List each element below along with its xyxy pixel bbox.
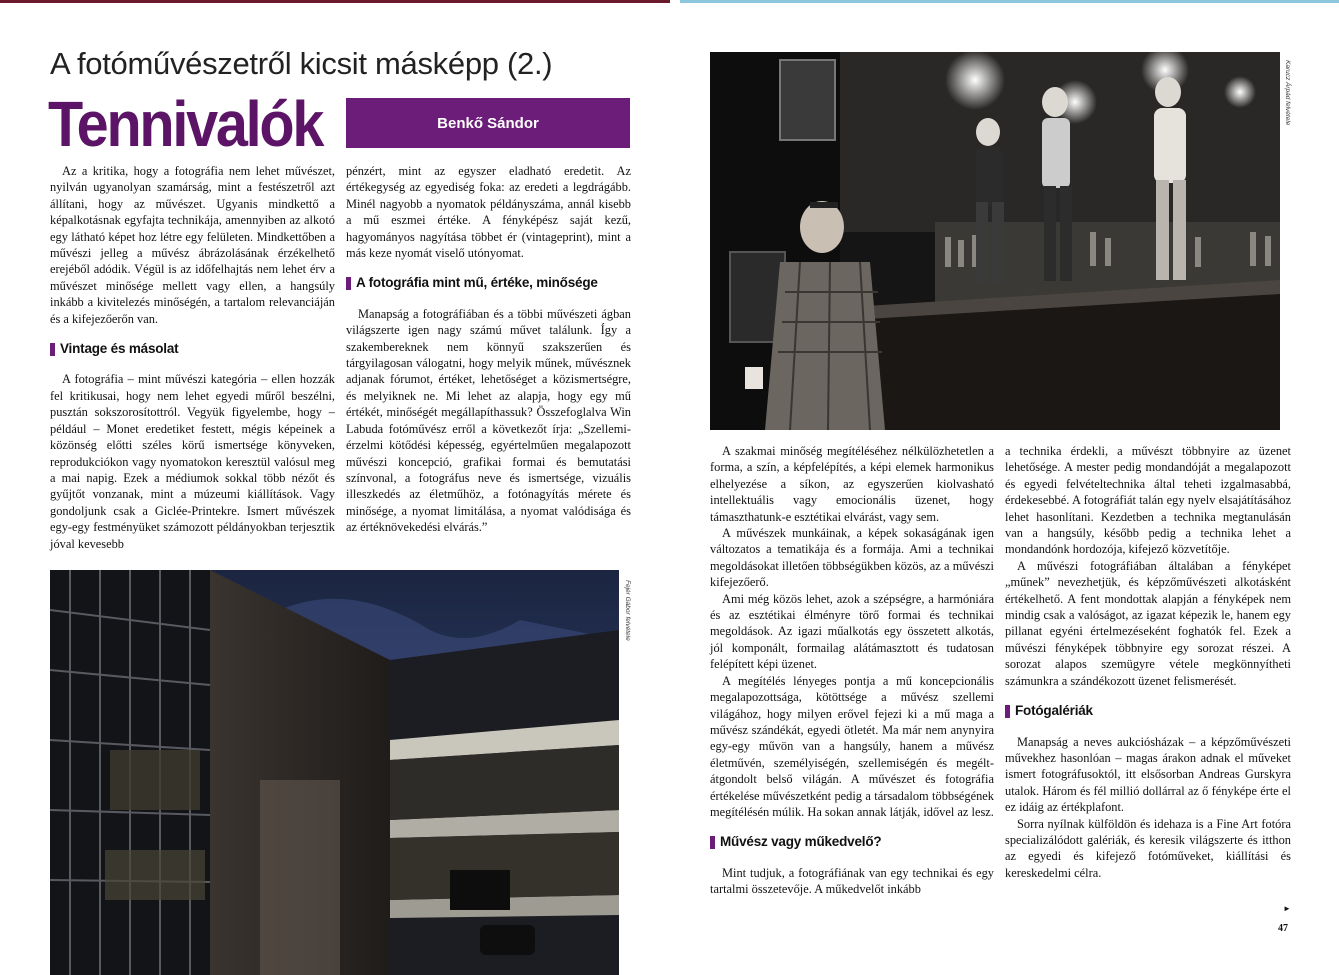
paragraph: A szakmai minőség megítéléséhez nélkülözhetetlen a forma, a szín, a képfelépítés, a képi elemek harmonikus elhelyezése a síkon, az egyszerűen kiolvasható intellektuális vagy emocionális üzenet, hogy támaszthatunk-e esztétikai elvárást, vagy sem. (710, 444, 994, 524)
photo-credit-right: Karucz Árpád felvétele (1284, 60, 1291, 126)
section-heading-vintage (50, 341, 335, 357)
paragraph: a technika érdekli, a művészt többnyire az üzenet lehetősége. A mester pedig mondandóját a megalapozott és egyedi felvételtechnika által teheti izgalmasabbá, érdekesebbé. A fotográfiát talán egy nyelv elsajátításához lehet hasonlítani. Kezdetben a technika megtanulásán van a hangsúly, később pedig a technika lehet a mondandónk hordozója, kifejező közvetítője. (1005, 444, 1291, 557)
right-column-2 (1005, 443, 1291, 881)
heading-marker (1005, 705, 1010, 718)
left-page (0, 0, 668, 975)
author-bar (346, 98, 630, 148)
paragraph: A művészi fotográfiában általában a fényképet „műnek” nevezhetjük, és képzőművészeti alkotásként értékelhető. A fent mondottak alapján a fényképek nem mindig csak a valóságot, az igazat képezik le, hanem egy pillanat egyéni értelmezéseként foghatók fel. Ezek a művészi fényképek többnyire egy sorozat részei. A sorozat alapos szemügyre vétele megkönnyítheti számunkra a szándékozott üzenet felismerését. (1005, 558, 1291, 688)
bar-photo (710, 52, 1280, 430)
photo-credit-left: Fejér Gábor felvétele (624, 580, 631, 641)
right-column-1 (710, 443, 994, 898)
paragraph: A megítélés lényeges pontja a mű koncepcionális megalapozottsága, kötöttsége a művész szellemi világához, hogy milyen erővel fejezi ki a mű maga a művész szándékát, egyedi ötletét. Ma már nem anynyira egy-egy művön van a hangsúly, hanem a művész életművén, személyiségén, szellemiségén és megélt-átgondolt belső világán. A művészet és fotográfia értékelése művészetként pedig a társadalom többségének megítélésén múlik. Ha sokan annak látják, idővel az lesz. (710, 673, 994, 819)
left-column-2 (346, 163, 631, 536)
building-photo-illustration (50, 570, 619, 975)
paragraph: Manapság a fotográfiában és a többi művészeti ágban világszerte igen nagy számú művet találunk. Így a szakembereknek nem könnyű szakszerűen és tárgyilagosan válogatni, hogy melyik műnek, művésznek adjanak fórumot, értéket, lehetőséget a közismertségre, és melyiknek ne. Mi lehet az alapja, hogy egy mű értékét, minőségét megállapíthassuk? Összefoglalva Win Labuda fotóművész erről a következőt írja: „Szellemi-érzelmi kötődési képesség, egyértelműen megalapozott művészi koncepció, grafikai formai és bemutatási színvonal, a fotográfus neve és ismertsége, vizuális illeszkedés az életműhöz, a fotónagyítás mérete és minősége, a nyomat limitálása, a nyomat valódisága és az értéknövekedési elvárás.” (346, 306, 631, 535)
paragraph: pénzért, mint az egyszer eladható eredetit. Az értékegység az egyediség foka: az eredeti a legdrágább. Minél nagyobb a nyomatok példányszáma, annál kisebb a mű eszmei értéke. A fényképész saját kezű, hagyományos nagyítása többet ér (vintageprint), mint a más keze nyomát viselő utónyomat. (346, 164, 631, 261)
paragraph: Ami még közös lehet, azok a szépségre, a harmóniára és az esztétikai élményre törő formai és technikai megoldások. Az igazi műalkotás egy összetett alkotás, jól komponált, formailag alátámasztott és tudatosan felépített képi üzenet. (710, 591, 994, 672)
continue-arrow-icon: ► (1283, 904, 1291, 913)
heading-text: Fotógalériák (1015, 703, 1093, 719)
author-name: Benkő Sándor (437, 114, 539, 132)
heading-marker (50, 343, 55, 356)
article-subtitle: A fotóművészetről kicsit másképp (2.) (50, 46, 553, 81)
paragraph: Az a kritika, hogy a fotográfia nem lehet művészet, nyilván ugyanolyan szamárság, mint a festészetről azt állítani, hogy az művészet. Ugyanis mindkettő a képalkotásnak egyfajta technikája, amennyiben az alkotó egy látható képet hoz létre egy felületen. Mindkettőben a művészi jelleg a művész ábrázolásának érzékelhető erejéből adódik. Végül is az időfelhajtás nem lehet érv a művészet minősége mellett vagy ellen, a hangsúly inkább a kivitelezés minőségén, a tartalom relevanciáján és a kifejezőerőn van. (50, 164, 335, 326)
right-page (672, 0, 1339, 975)
article-title: Tennivalók (48, 88, 323, 160)
heading-text: Vintage és másolat (60, 341, 179, 357)
paragraph: Manapság a neves aukciósházak – a képzőművészeti művekhez hasonlóan – magas árakon adnak el műveket ismert fotográfusoktól, itt elsősorban Andreas Gurskyra utalok. Három és fél millió dollárral az ő fényképe érte el ez idáig az értékplafont. (1005, 734, 1291, 815)
section-heading-muvesz (710, 834, 994, 850)
section-heading-galeria (1005, 703, 1291, 719)
building-photo (50, 570, 619, 975)
paragraph: A művészek munkáinak, a képek sokaságának igen változatos a tematikája és a formája. Ami a technikai megoldásokat illetően többségükben közös, az a művészi kifejezőerő. (710, 526, 994, 590)
heading-marker (346, 277, 351, 290)
paragraph: Mint tudjuk, a fotográfiának van egy technikai és egy tartalmi összetevője. A műkedvelőt inkább (710, 865, 994, 897)
page-number: 47 (1278, 923, 1288, 934)
heading-text: A fotográfia mint mű, értéke, minősége (356, 275, 598, 291)
section-heading-mu (346, 275, 631, 291)
heading-text: Művész vagy műkedvelő? (720, 834, 882, 850)
bar-photo-illustration (710, 52, 1280, 430)
heading-marker (710, 836, 715, 849)
paragraph: Sorra nyílnak külföldön és idehaza is a Fine Art fotóra specializálódott galériák, és keresik világszerte és itthon az egyedi és kifejező fotóműveket, kiállítási és kereskedelmi célra. (1005, 816, 1291, 880)
paragraph: A fotográfia – mint művészi kategória – ellen hozzák fel kritikusai, hogy nem lehet egyedi műről beszélni, pusztán sokszorosítottról. Vegyük figyelembe, hogy – például – Monet eredetiket festett, mégis képeinek a közönség előtti széles körű ismertsége könyveken, reprodukciókon vagy nyomatokon keresztül valósul meg a mai napig. Ezek a médiumok sokkal több nézőt és gyűjtőt vonzanak, mint a múzeumi kiállítások. Vagy gondoljunk csak a Giclée-Printekre. Ismert művészek egy-egy festményüket számozott példányokban terjesztik jóval kevesebb (50, 372, 335, 551)
left-column-1 (50, 163, 335, 552)
